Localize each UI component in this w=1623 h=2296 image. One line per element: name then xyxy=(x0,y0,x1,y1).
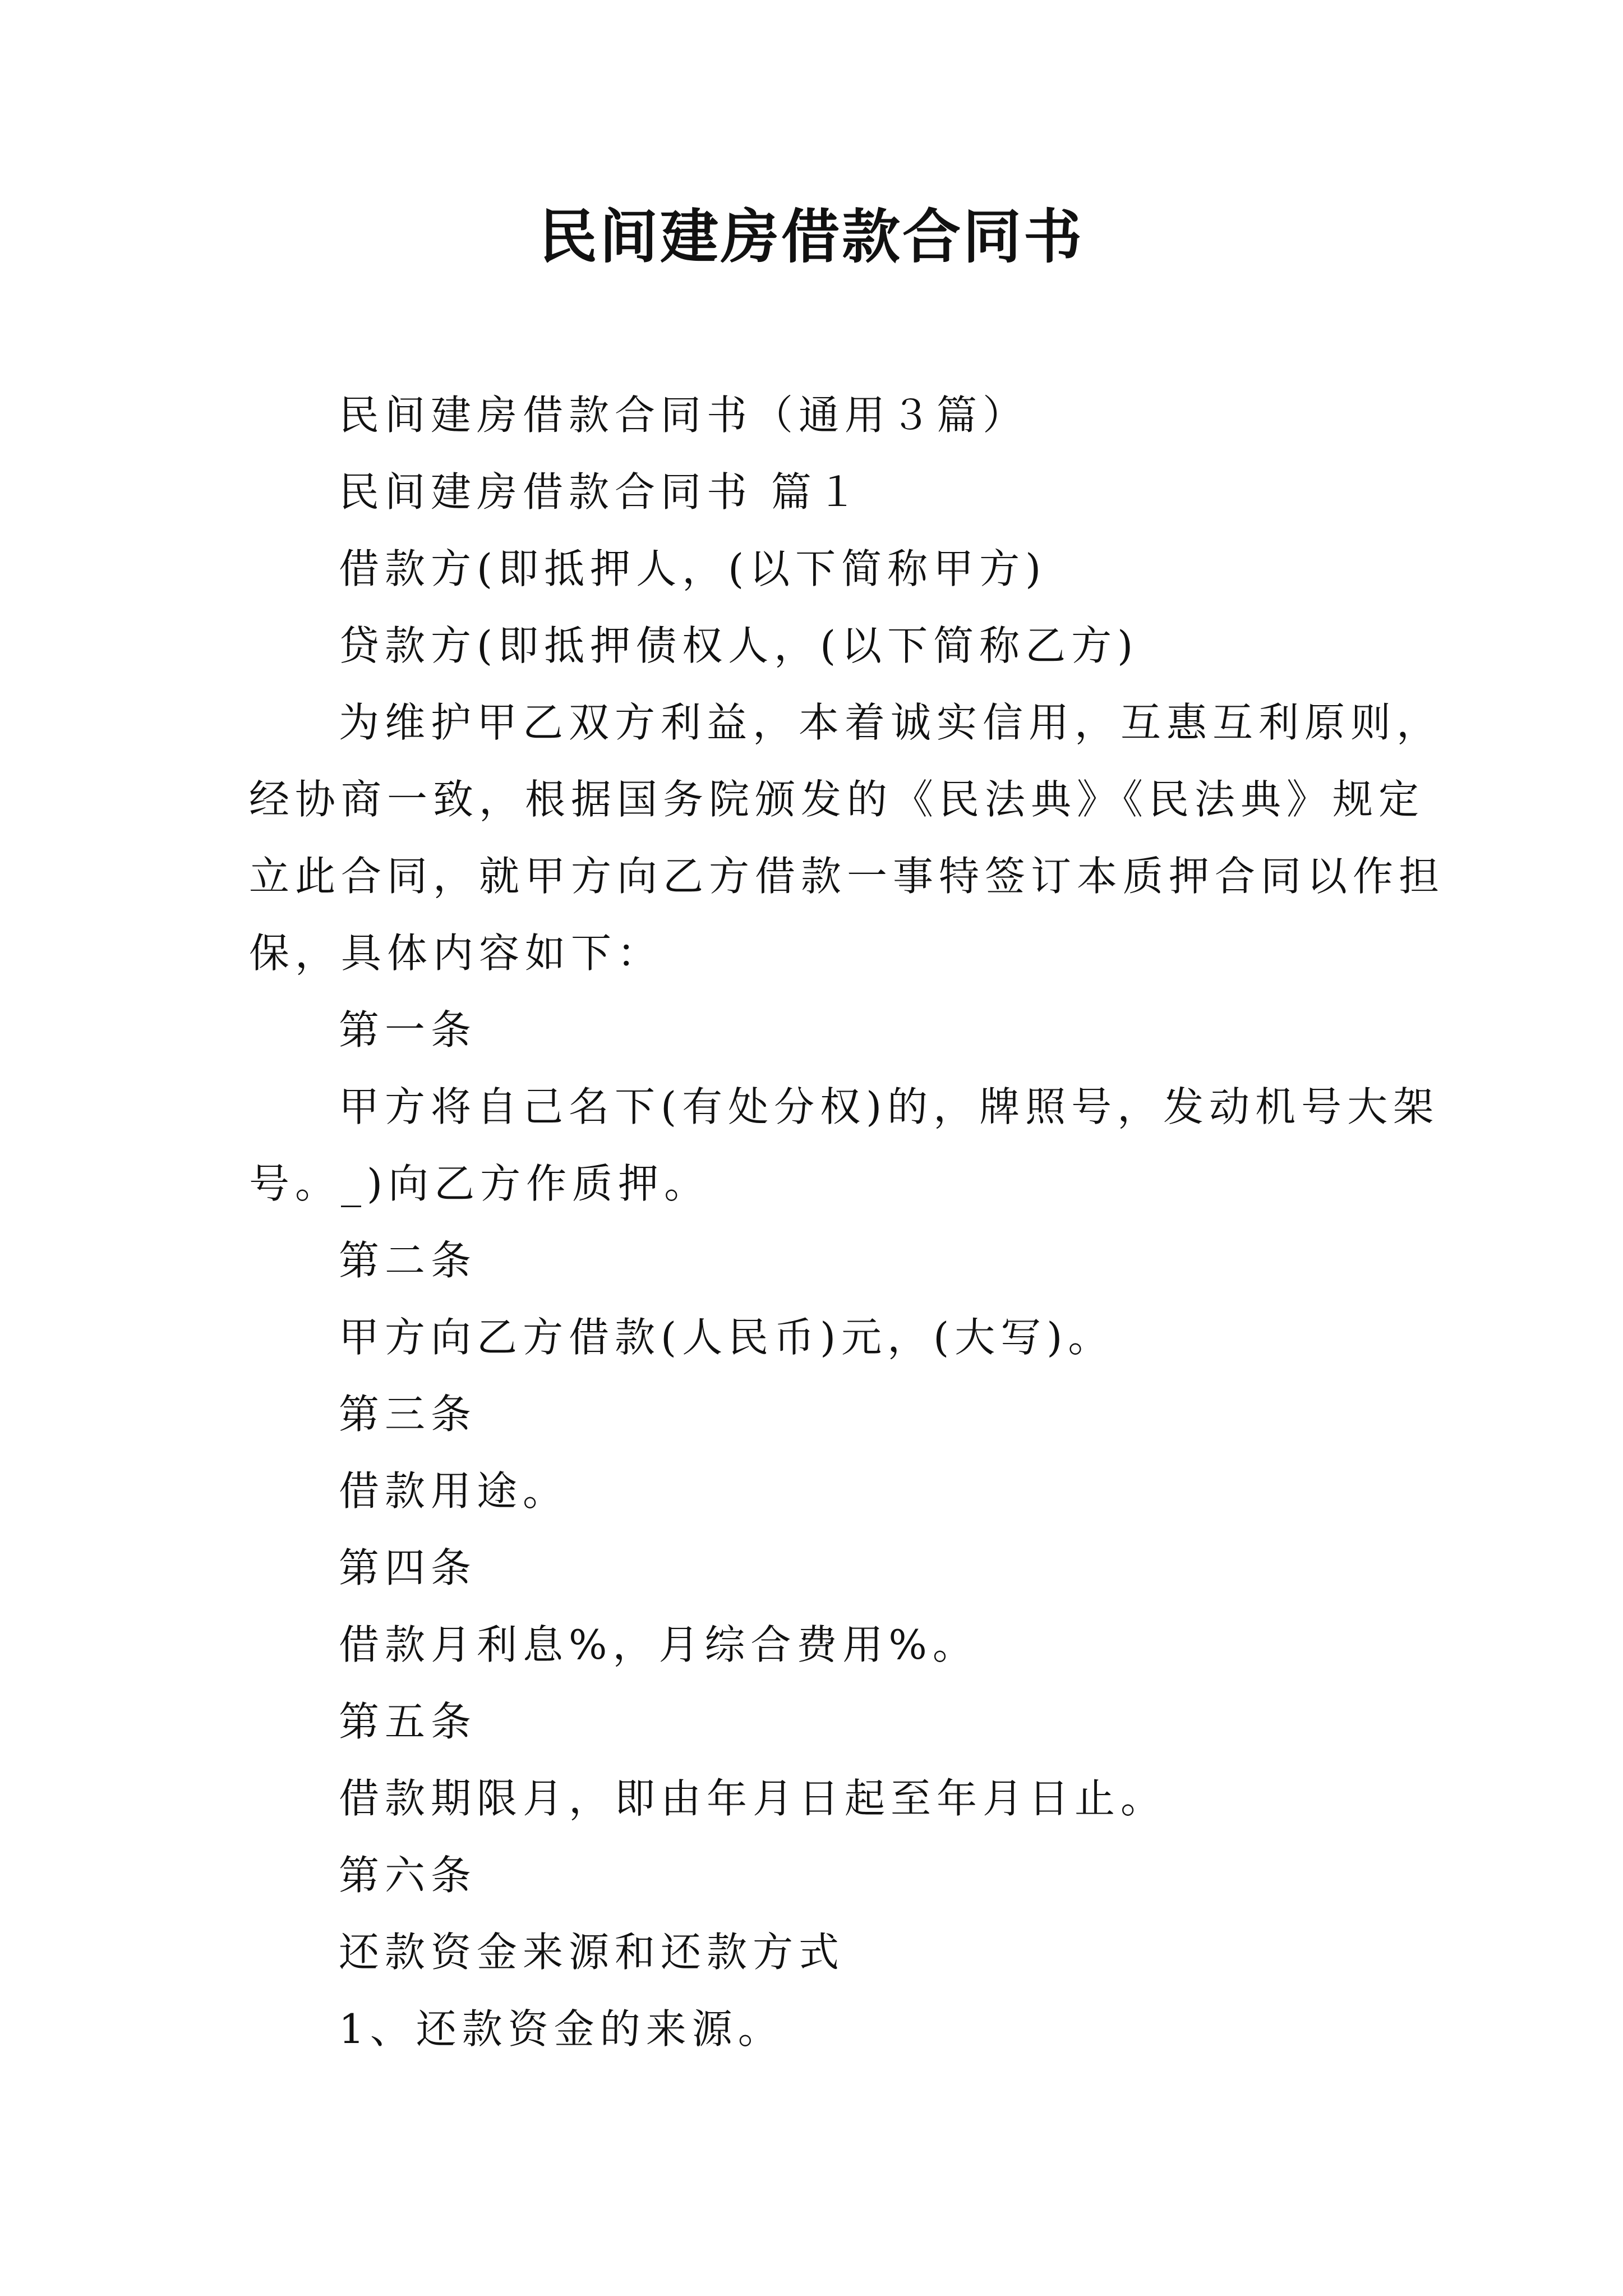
paragraph-line: 甲方将自己名下(有处分权)的，牌照号，发动机号大架 xyxy=(339,1083,1440,1130)
paragraph-line: 借款期限月，即由年月日起至年月日止。 xyxy=(339,1775,1167,1822)
article-heading: 第五条 xyxy=(339,1698,477,1745)
paragraph-line: 保，具体内容如下： xyxy=(249,930,663,977)
paragraph-line: 1、还款资金的来源。 xyxy=(339,2005,784,2053)
paragraph-line: 贷款方(即抵押债权人，(以下简称乙方) xyxy=(339,622,1139,669)
paragraph-line: 甲方向乙方借款(人民币)元，(大写)。 xyxy=(339,1314,1114,1361)
paragraph-line: 借款用途。 xyxy=(339,1467,569,1515)
paragraph-line: 为维护甲乙双方利益，本着诚实信用，互惠互利原则， xyxy=(339,699,1443,746)
paragraph-line: 借款方(即抵押人，(以下简称甲方) xyxy=(339,545,1047,592)
paragraph-line: 号。_)向乙方作质押。 xyxy=(249,1160,711,1207)
article-heading: 第三条 xyxy=(339,1391,477,1438)
paragraph-line: 经协商一致，根据国务院颁发的《民法典》《民法典》规定 xyxy=(249,776,1425,823)
paragraph-line: 立此合同，就甲方向乙方借款一事特签订本质押合同以作担 xyxy=(249,853,1445,900)
paragraph-line: 民间建房借款合同书 篇１ xyxy=(339,468,863,516)
document-body xyxy=(249,377,1445,2068)
document-title: 民间建房借款合同书 xyxy=(538,202,1084,271)
article-heading: 第一条 xyxy=(339,1006,477,1053)
paragraph-line: 借款月利息%，月综合费用%。 xyxy=(339,1621,979,1668)
article-heading: 第六条 xyxy=(339,1852,477,1899)
paragraph-line: 民间建房借款合同书（通用３篇） xyxy=(339,392,1029,439)
article-heading: 第二条 xyxy=(339,1237,477,1284)
paragraph-line: 还款资金来源和还款方式 xyxy=(339,1929,845,1976)
article-heading: 第四条 xyxy=(339,1544,477,1591)
